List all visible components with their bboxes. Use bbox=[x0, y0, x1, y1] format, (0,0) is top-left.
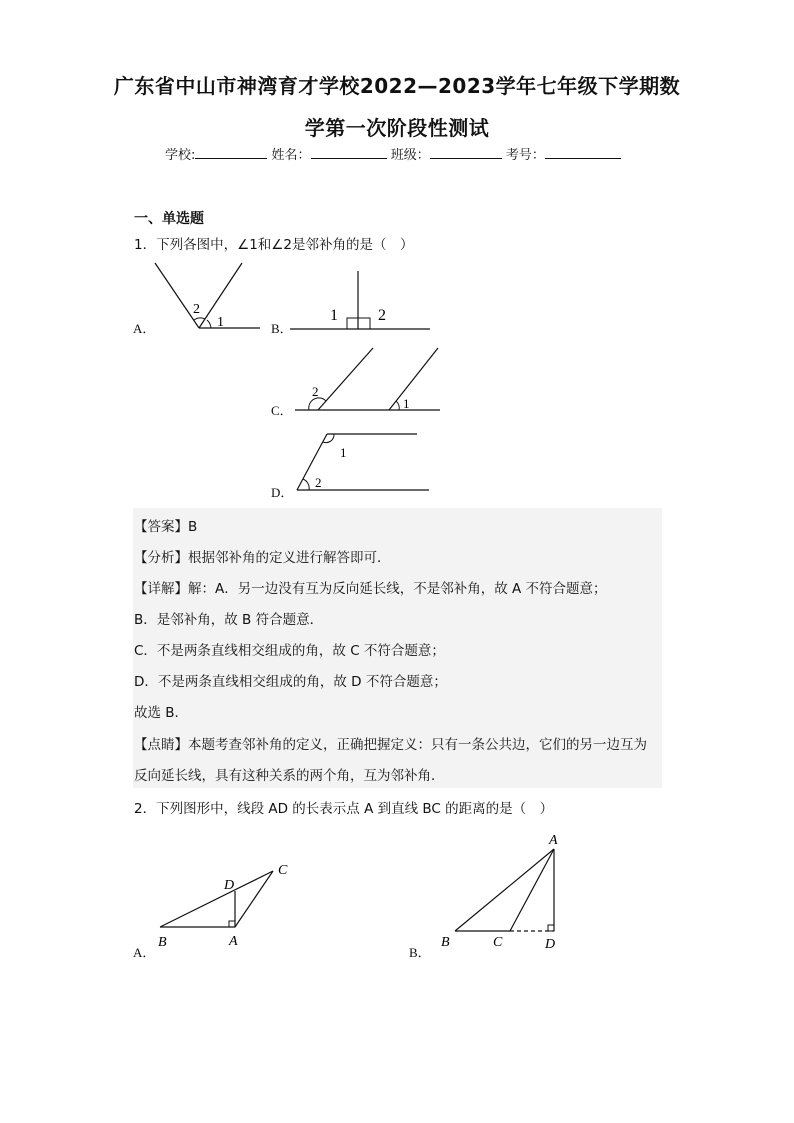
q2a-label-a: A bbox=[229, 934, 238, 949]
fig-b-label-1: 1 bbox=[330, 307, 338, 324]
q2a-label-c: C bbox=[278, 863, 288, 878]
q2a-label-d: D bbox=[224, 878, 235, 893]
school-blank[interactable] bbox=[195, 146, 267, 159]
detail-line-5: 故选 B． bbox=[134, 705, 189, 721]
comment-line-1: 【点睛】本题考查邻补角的定义，正确把握定义：只有一条公共边，它们的另一边互为 bbox=[134, 737, 647, 753]
q1-figure-c bbox=[295, 345, 445, 415]
fig-b-label-2: 2 bbox=[378, 307, 386, 324]
q1-option-a-label[interactable]: A． bbox=[133, 321, 156, 336]
q1-figure-b bbox=[290, 266, 435, 336]
name-blank[interactable] bbox=[311, 146, 387, 159]
detail-line-1: 【详解】解：A．另一边没有互为反向延长线，不是邻补角，故 A 不符合题意； bbox=[134, 581, 607, 597]
school-label: 学校: bbox=[165, 148, 196, 163]
q1-option-b-label[interactable]: B． bbox=[271, 321, 293, 336]
name-label: 姓名： bbox=[271, 148, 311, 163]
q2b-label-c: C bbox=[493, 935, 503, 950]
exam-no-blank[interactable] bbox=[545, 146, 621, 159]
fig-c-label-2: 2 bbox=[312, 384, 319, 399]
q2b-label-a: A bbox=[549, 833, 558, 848]
fig-c-label-1: 1 bbox=[403, 396, 410, 411]
fig-a-angle1-arc bbox=[207, 320, 211, 328]
q2a-label-b: B bbox=[158, 935, 167, 950]
q1-stem: 1．下列各图中，∠1和∠2是邻补角的是（ ） bbox=[134, 237, 414, 253]
class-label: 班级： bbox=[390, 148, 430, 163]
fig-a-angle2-arc bbox=[194, 318, 205, 320]
q2b-segment-ba bbox=[455, 849, 554, 931]
fig-d-label-2: 2 bbox=[315, 475, 322, 490]
q1-option-d-label[interactable]: D． bbox=[271, 485, 294, 500]
q2-figure-a bbox=[150, 855, 300, 950]
detail-line-4: D．不是两条直线相交组成的角，故 D 不符合题意； bbox=[134, 674, 447, 690]
q2-figure-b bbox=[435, 828, 575, 953]
fig-a-label-2: 2 bbox=[193, 302, 200, 317]
student-info-row bbox=[165, 144, 621, 163]
exam-no-label: 考号： bbox=[505, 148, 545, 163]
q2-stem: 2．下列图形中，线段 AD 的长表示点 A 到直线 BC 的距离的是（ ） bbox=[134, 801, 554, 817]
fig-d-angle2-arc bbox=[303, 479, 309, 490]
q2a-segment-bc bbox=[160, 871, 273, 927]
class-blank[interactable] bbox=[430, 146, 502, 159]
q2-option-b-label[interactable]: B． bbox=[409, 945, 431, 960]
exam-title-line2: 学第一次阶段性测试 bbox=[304, 116, 490, 140]
q1-option-c-label[interactable]: C． bbox=[271, 403, 293, 418]
fig-d-transversal bbox=[297, 434, 327, 490]
answer-line: 【答案】B bbox=[134, 519, 198, 535]
q2b-label-b: B bbox=[441, 935, 450, 950]
q2-option-a-label[interactable]: A． bbox=[133, 945, 156, 960]
q1-figure-a bbox=[150, 258, 265, 338]
fig-c-angle1-arc bbox=[396, 401, 399, 410]
q2a-segment-ca bbox=[235, 871, 273, 927]
section-title: 一、单选题 bbox=[134, 211, 204, 227]
q2b-segment-ca bbox=[510, 849, 554, 931]
analysis-line: 【分析】根据邻补角的定义进行解答即可． bbox=[134, 550, 391, 566]
q2a-right-angle-mark bbox=[229, 921, 235, 927]
fig-d-label-1: 1 bbox=[340, 445, 347, 460]
q2b-label-d: D bbox=[545, 937, 556, 952]
fig-a-ray-left bbox=[155, 263, 199, 328]
detail-line-2: B．是邻补角，故 B 符合题意． bbox=[134, 612, 324, 628]
exam-title-line1: 广东省中山市神湾育才学校2022—2023学年七年级下学期数 bbox=[113, 74, 681, 98]
detail-line-3: C．不是两条直线相交组成的角，故 C 不符合题意； bbox=[134, 643, 445, 659]
q1-figure-d bbox=[292, 428, 432, 496]
fig-a-label-1: 1 bbox=[217, 315, 224, 330]
q2b-right-angle-mark bbox=[548, 925, 554, 931]
comment-line-2: 反向延长线，具有这种关系的两个角，互为邻补角． bbox=[134, 768, 445, 784]
